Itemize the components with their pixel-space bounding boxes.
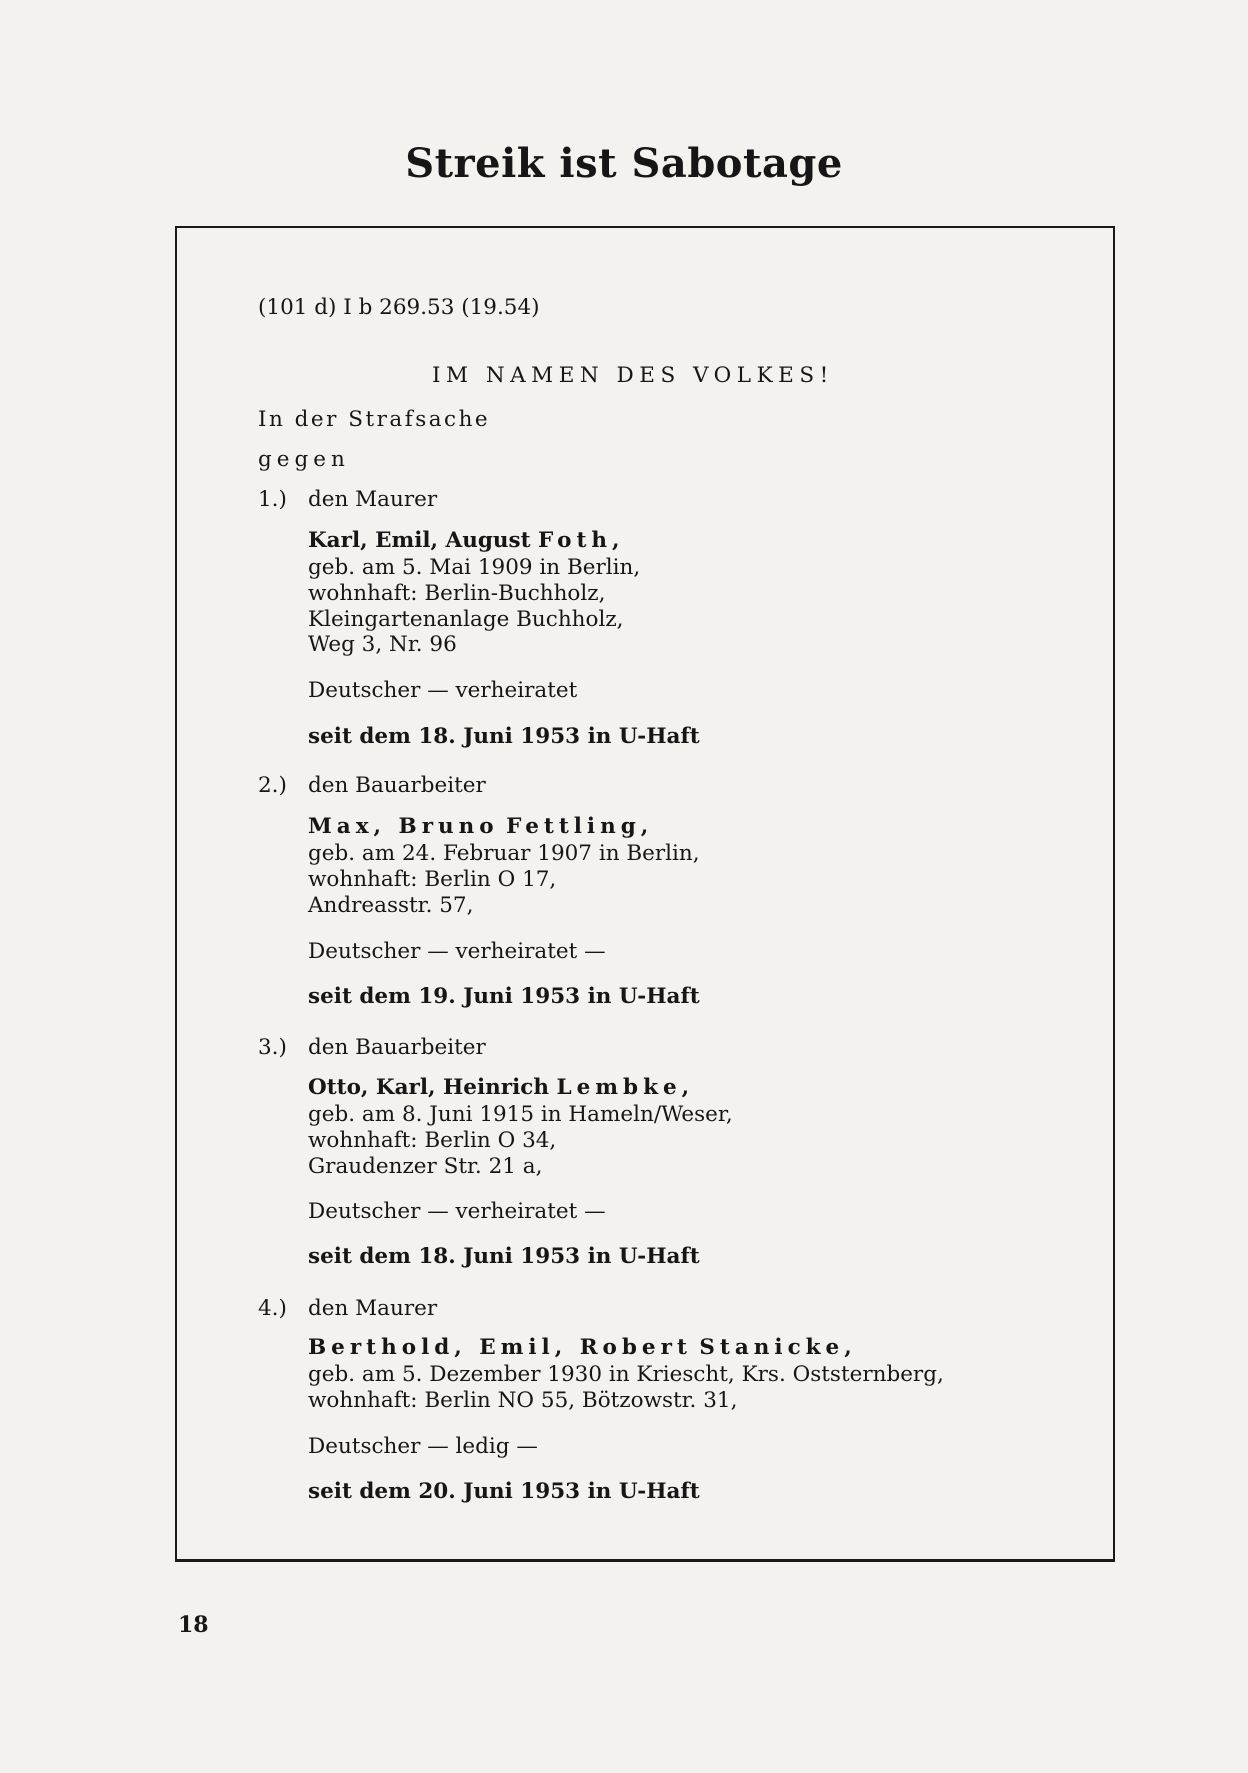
address-line: Kleingartenanlage Buchholz, xyxy=(308,607,624,632)
birth-info: geb. am 24. Februar 1907 in Berlin, xyxy=(308,841,700,866)
defendant-number: 3.) xyxy=(258,1035,287,1060)
status-line: Deutscher — ledig — xyxy=(308,1434,538,1459)
defendant-name: Max, Bruno Fettling, xyxy=(308,814,649,839)
defendant-name: Otto, Karl, Heinrich Lembke, xyxy=(308,1075,690,1100)
intro-line: In der Strafsache xyxy=(258,407,491,432)
given-names: Berthold, Emil, Robert xyxy=(308,1335,692,1360)
address-line: wohnhaft: Berlin O 17, xyxy=(308,867,557,892)
defendant-name: Karl, Emil, August Foth, xyxy=(308,528,620,553)
defendant-occupation: den Bauarbeiter xyxy=(308,1035,486,1060)
given-names: Max, Bruno xyxy=(308,814,499,839)
birth-info: geb. am 8. Juni 1915 in Hameln/Weser, xyxy=(308,1102,733,1127)
given-names: Otto, Karl, Heinrich xyxy=(308,1075,549,1100)
custody-line: seit dem 19. Juni 1953 in U-Haft xyxy=(308,984,700,1009)
case-reference: (101 d) I b 269.53 (19.54) xyxy=(258,295,540,320)
defendant-occupation: den Bauarbeiter xyxy=(308,773,486,798)
surname: Stanicke xyxy=(699,1335,845,1360)
address-line: wohnhaft: Berlin NO 55, Bötzowstr. 31, xyxy=(308,1388,738,1413)
surname: Lembke xyxy=(556,1075,682,1100)
status-line: Deutscher — verheiratet — xyxy=(308,1199,606,1224)
page-number: 18 xyxy=(178,1612,209,1638)
birth-info: geb. am 5. Mai 1909 in Berlin, xyxy=(308,555,641,580)
address-line: wohnhaft: Berlin O 34, xyxy=(308,1128,557,1153)
birth-info: geb. am 5. Dezember 1930 in Kriescht, Krs. Oststernberg, xyxy=(308,1362,944,1387)
surname: Foth xyxy=(538,528,613,553)
surname: Fettling xyxy=(506,814,641,839)
address-line: Weg 3, Nr. 96 xyxy=(308,632,457,657)
page-title: Streik ist Sabotage xyxy=(405,140,843,187)
verdict-heading: IM NAMEN DES VOLKES! xyxy=(432,363,834,388)
defendant-occupation: den Maurer xyxy=(308,1296,438,1321)
custody-line: seit dem 18. Juni 1953 in U-Haft xyxy=(308,724,700,749)
address-line: wohnhaft: Berlin-Buchholz, xyxy=(308,581,606,606)
defendant-number: 1.) xyxy=(258,487,287,512)
defendant-name: Berthold, Emil, Robert Stanicke, xyxy=(308,1335,852,1360)
defendant-number: 4.) xyxy=(258,1296,287,1321)
intro-gegen: gegen xyxy=(258,447,350,472)
custody-line: seit dem 20. Juni 1953 in U-Haft xyxy=(308,1479,700,1504)
status-line: Deutscher — verheiratet — xyxy=(308,939,606,964)
address-line: Andreasstr. 57, xyxy=(308,893,474,918)
status-line: Deutscher — verheiratet xyxy=(308,678,578,703)
given-names: Karl, Emil, August xyxy=(308,528,531,553)
address-line: Graudenzer Str. 21 a, xyxy=(308,1154,543,1179)
defendant-occupation: den Maurer xyxy=(308,487,438,512)
defendant-number: 2.) xyxy=(258,773,287,798)
custody-line: seit dem 18. Juni 1953 in U-Haft xyxy=(308,1244,700,1269)
